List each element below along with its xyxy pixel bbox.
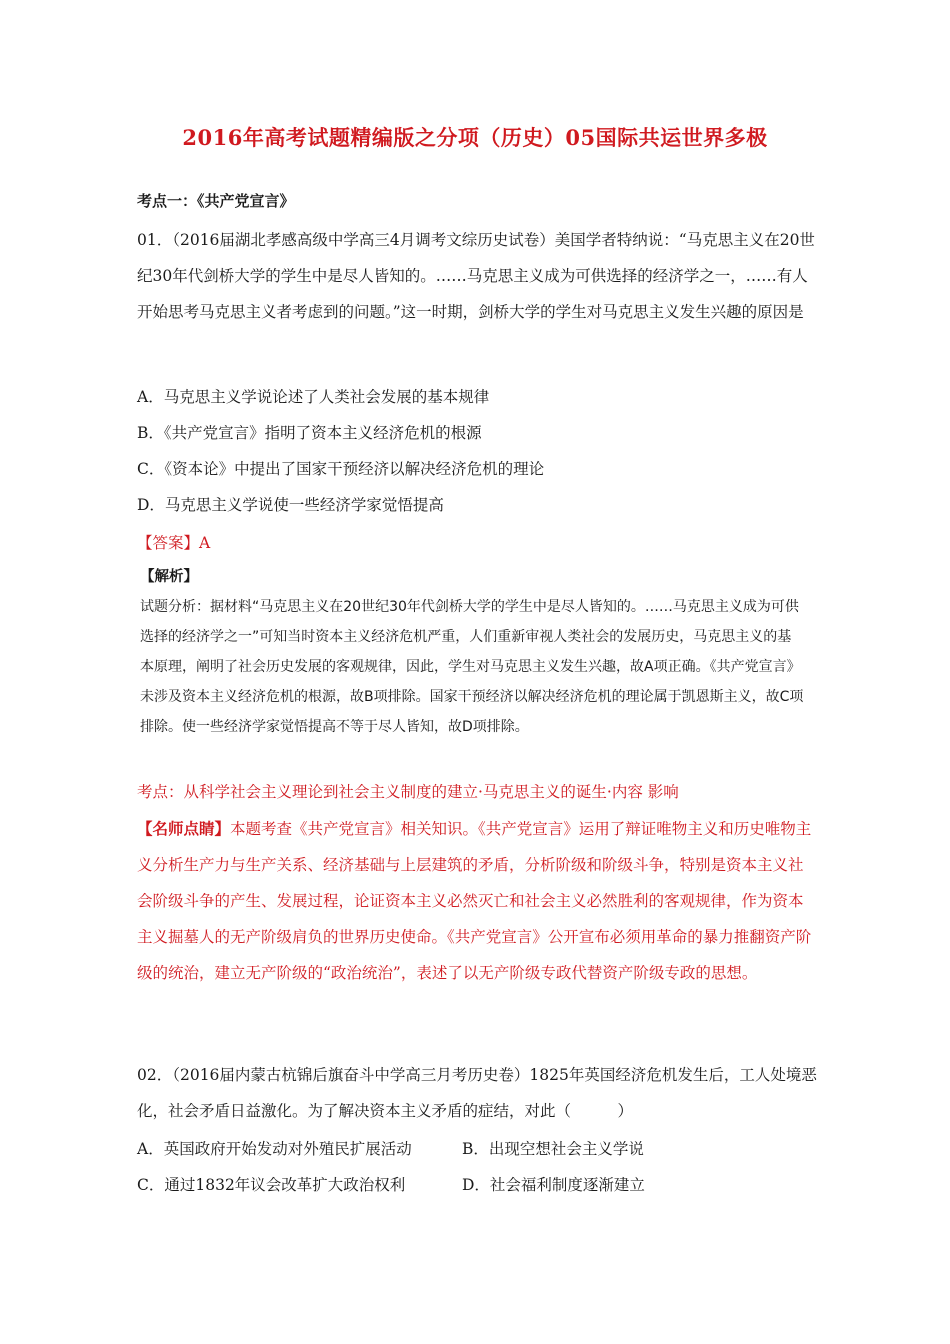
section-heading: 考点一：《共产党宣言》 — [137, 192, 295, 210]
question-1-knowledge-point: 考点：从科学社会主义理论到社会主义制度的建立·马克思主义的诞生·内容 影响 — [137, 783, 679, 801]
question-2-option-b: B．出现空想社会主义学说 — [462, 1140, 644, 1158]
question-1-analysis: 试题分析：据材料“马克思主义在20世纪30年代剑桥大学的学生中是尽人皆知的。……马克思主义成为可供选择的经济学之一”可知当时资本主义经济危机严重，人们重新审视人类社会的发展历史，马克思主义的基本原理，阐明了社会历史发展的客观规律，因此，学生对马克思主义发生兴趣，故A项正确。《共产党宣言》未涉及资本主义经济危机的根源，故B项排除。国家干预经济以解决经济危机的理论属于凯恩斯主义，故C项排除。使一些经济学家觉悟提高不等于尽人皆知，故D项排除。 — [140, 599, 804, 735]
question-2-option-a: A．英国政府开始发动对外殖民扩展活动 — [137, 1140, 412, 1158]
teacher-note-text: 本题考查《共产党宣言》相关知识。《共产党宣言》运用了辩证唯物主义和历史唯物主义分析生产力与生产关系、经济基础与上层建筑的矛盾，分析阶级和阶级斗争，特别是资本主义社会阶级斗争的产生、发展过程，论证资本主义必然灭亡和社会主义必然胜利的客观规律，作为资本主义掘墓人的无产阶级肩负的世界历史使命。《共产党宣言》公开宣布必须用革命的暴力推翻资产阶级的统治，建立无产阶级的“政治统治”，表述了以无产阶级专政代替资产阶级专政的思想。 — [137, 820, 812, 982]
question-1-stem: 01．（2016届湖北孝感高级中学高三4月调考文综历史试卷）美国学者特纳说：“马克思主义在20世纪30年代剑桥大学的学生中是尽人皆知的。……马克思主义成为可供选择的经济学之一，……有人开始思考马克思主义者考虑到的问题。”这一时期，剑桥大学的学生对马克思主义发生兴趣的原因是 — [137, 231, 815, 321]
question-2-option-d: D．社会福利制度逐渐建立 — [462, 1176, 645, 1194]
question-1-teacher-note — [137, 811, 817, 991]
question-2-stem: 02．（2016届内蒙古杭锦后旗奋斗中学高三月考历史卷）1825年英国经济危机发生后，工人处境恶化，社会矛盾日益激化。为了解决资本主义矛盾的症结，对此（ ） — [137, 1066, 817, 1120]
question-1-option-d: D．马克思主义学说使一些经济学家觉悟提高 — [137, 496, 444, 514]
question-1-option-b: B．《共产党宣言》指明了资本主义经济危机的根源 — [137, 424, 482, 442]
question-2-options-row-1 — [137, 1131, 644, 1167]
question-1-option-a: A．马克思主义学说论述了人类社会发展的基本规律 — [137, 388, 490, 406]
question-1-option-c: C．《资本论》中提出了国家干预经济以解决经济危机的理论 — [137, 460, 545, 478]
teacher-note-label: 【名师点睛】 — [137, 819, 231, 838]
document-title: 2016年高考试题精编版之分项（历史）05国际共运世界多极 — [182, 125, 768, 150]
question-2-option-c: C．通过1832年议会改革扩大政治权利 — [137, 1176, 406, 1194]
question-1-analysis-heading: 【解析】 — [140, 568, 198, 585]
question-1-answer: 【答案】A — [137, 534, 211, 552]
question-2-options-row-2 — [137, 1167, 645, 1203]
